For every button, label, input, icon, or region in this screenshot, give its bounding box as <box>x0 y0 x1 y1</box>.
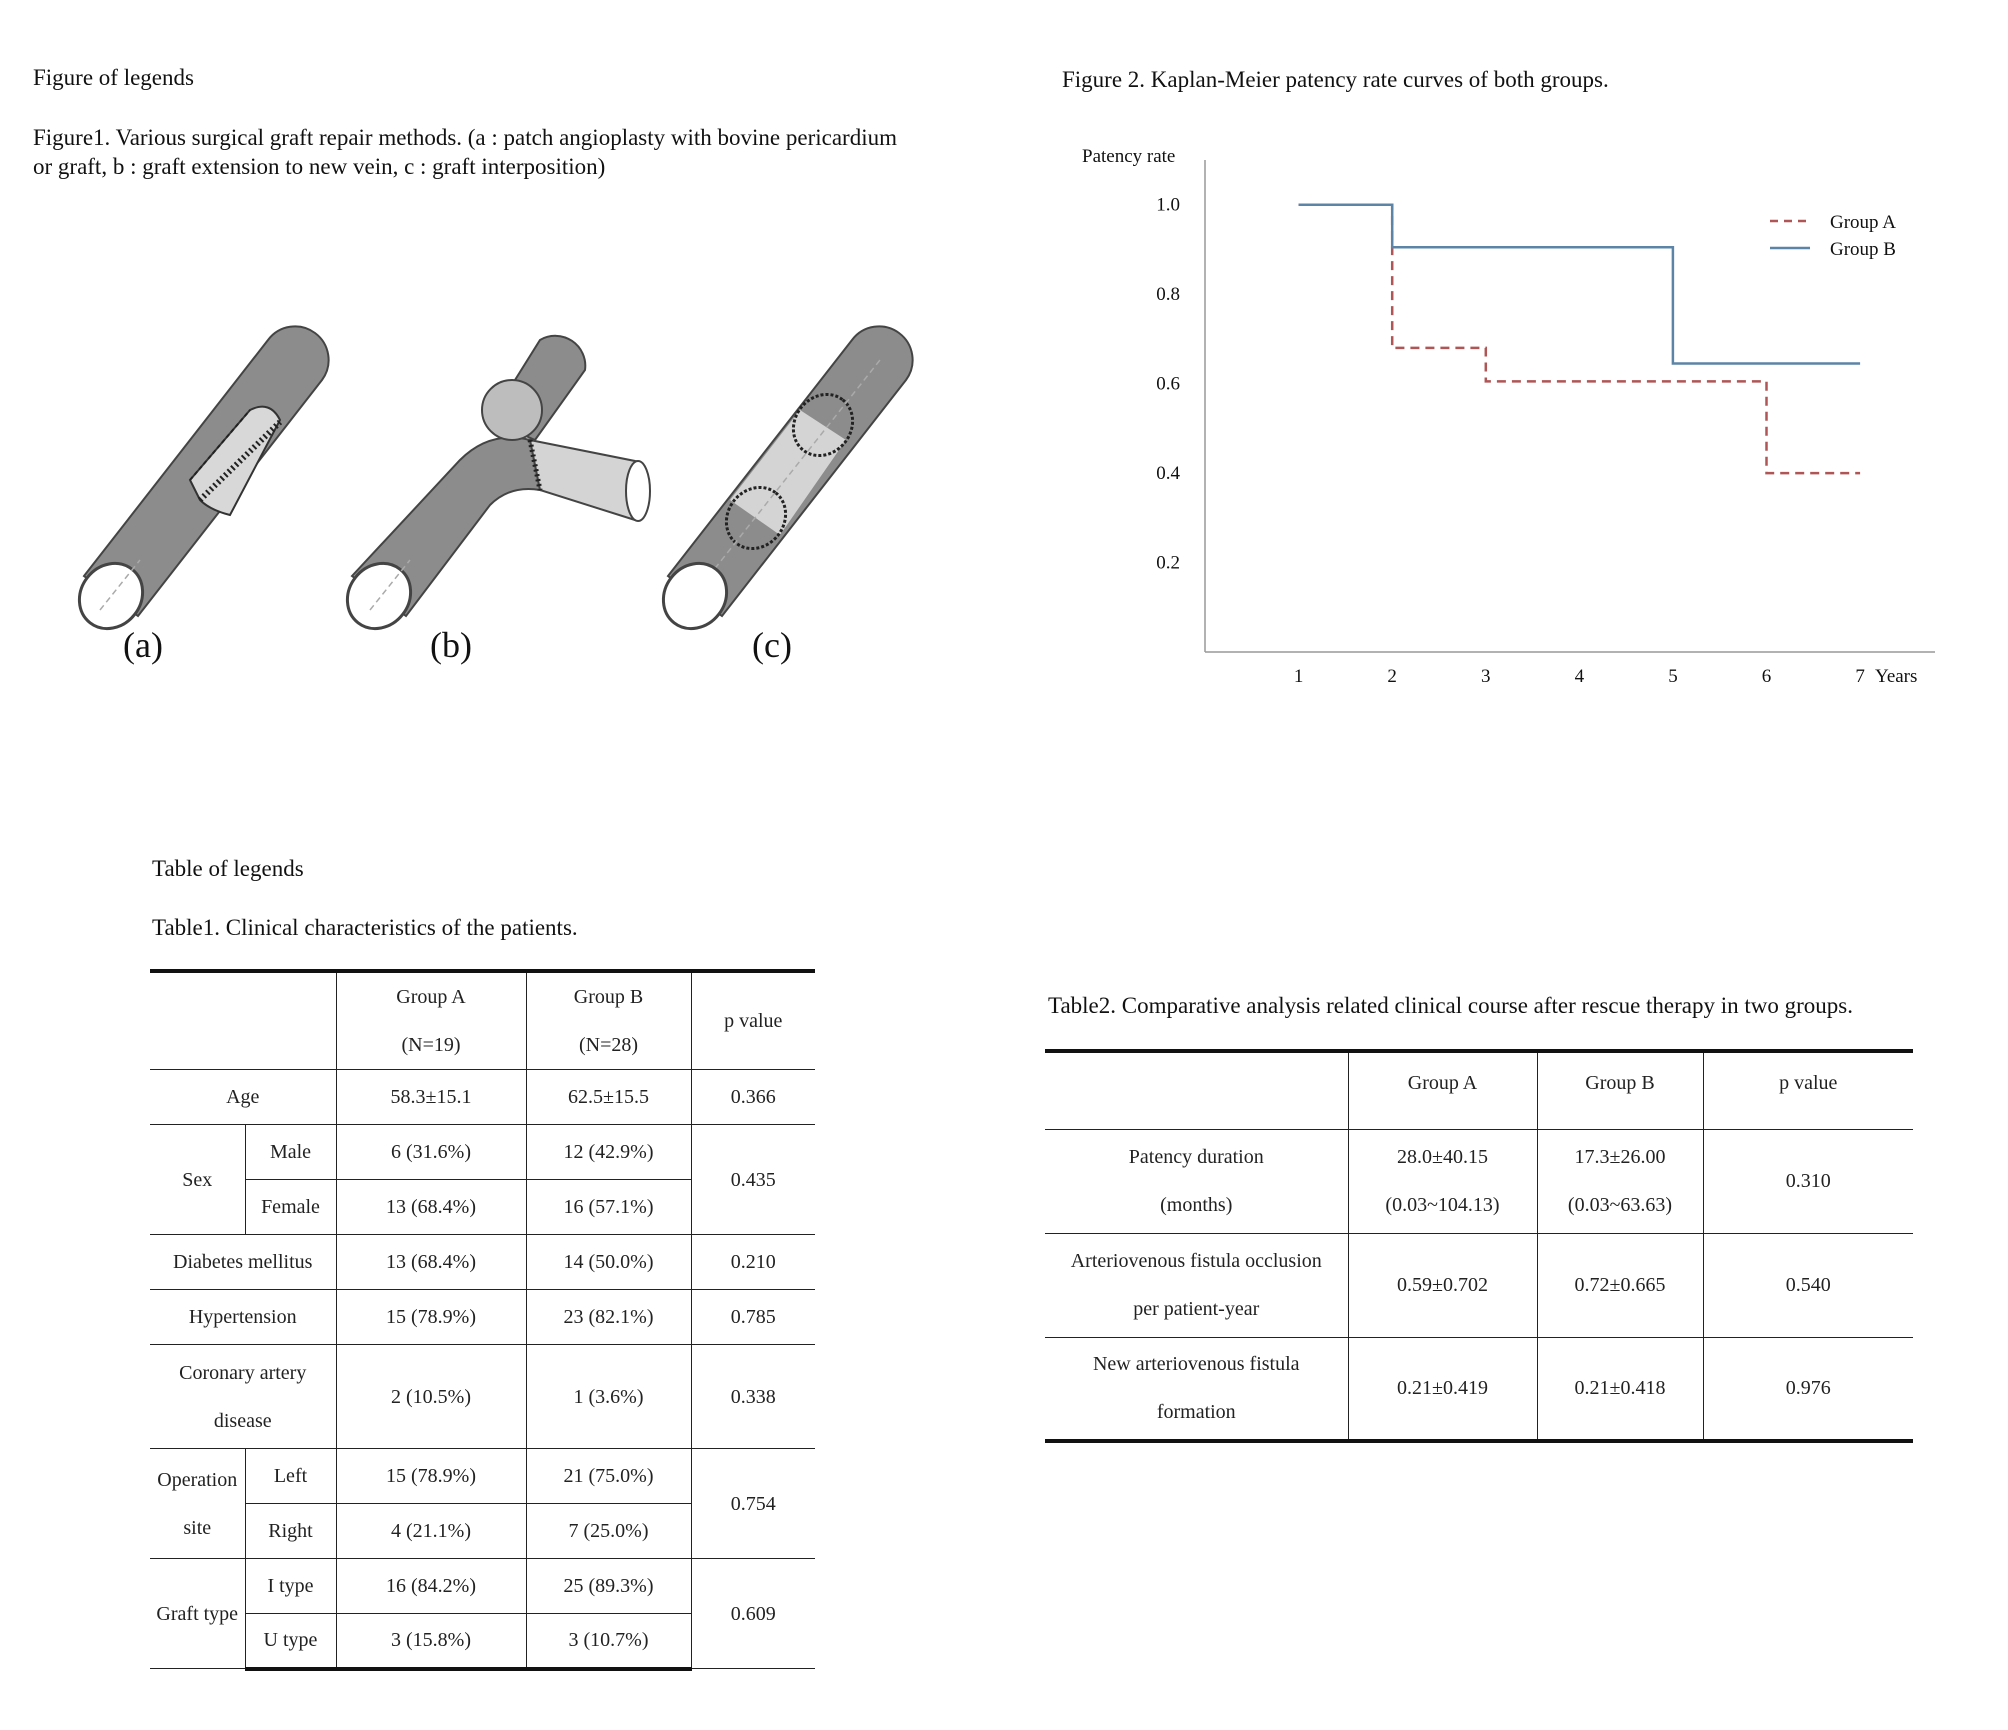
row-label-line2: site <box>183 1516 212 1539</box>
row-label: Sex <box>150 1125 245 1235</box>
cell-p-value: 0.754 <box>691 1449 815 1559</box>
table2 <box>1045 1049 1913 1443</box>
table-row <box>150 1449 815 1504</box>
group-b-label: Group B <box>573 986 644 1008</box>
figure1-caption <box>33 123 1013 181</box>
y-tick-label: 0.4 <box>1156 463 1180 485</box>
cell-group-a: 15 (78.9%) <box>336 1290 526 1345</box>
cell-group-a: 0.21±0.419 <box>1348 1337 1537 1441</box>
cell-group-b: 0.72±0.665 <box>1537 1233 1703 1337</box>
row-label: Graft type <box>150 1559 245 1669</box>
table-row <box>150 1070 815 1125</box>
cell-group-b: 1 (3.6%) <box>526 1345 691 1449</box>
y-axis-label: Patency rate <box>1082 146 1176 167</box>
panel-b-vessel <box>334 336 650 641</box>
x-tick-label: 4 <box>1574 666 1585 687</box>
cell-line1: 28.0±40.15 <box>1397 1146 1488 1168</box>
x-tick-label: 5 <box>1668 666 1678 687</box>
table-row <box>150 1559 815 1614</box>
y-tick-label: 1.0 <box>1156 194 1180 216</box>
row-sublabel: Female <box>245 1180 336 1235</box>
table1-caption: Table1. Clinical characteristics of the patients. <box>152 915 578 940</box>
row-label: Age <box>150 1070 336 1125</box>
cell-group-a: 0.59±0.702 <box>1348 1233 1537 1337</box>
table-row <box>150 1290 815 1345</box>
cell-line2: (0.03~63.63) <box>1567 1194 1673 1216</box>
cell-line2: (0.03~104.13) <box>1385 1194 1500 1216</box>
cell-p-value: 0.338 <box>691 1345 815 1449</box>
row-label <box>1045 1233 1348 1337</box>
cell-group-a: 13 (68.4%) <box>336 1235 526 1290</box>
panel-label-c: (c) <box>752 625 792 665</box>
row-label-line1: New arteriovenous fistula <box>1092 1353 1300 1376</box>
legend-label: Group B <box>1830 239 1896 260</box>
cell-line1: 17.3±26.00 <box>1574 1146 1666 1168</box>
table1 <box>150 969 815 1671</box>
table-row <box>150 1345 815 1449</box>
table1-header-group-b <box>526 971 691 1070</box>
cell-group-b: 16 (57.1%) <box>526 1180 691 1235</box>
figure1-illustrations <box>40 310 940 680</box>
table2-header-empty <box>1045 1051 1348 1129</box>
cell-group-a: 3 (15.8%) <box>336 1614 526 1669</box>
row-label: Hypertension <box>150 1290 336 1345</box>
table1-header-group-a <box>336 971 526 1070</box>
cell-group-a: 15 (78.9%) <box>336 1449 526 1504</box>
figure2-caption: Figure 2. Kaplan-Meier patency rate curves of both groups. <box>1062 67 1609 92</box>
row-label-line2: disease <box>213 1409 272 1432</box>
row-label-line2: (months) <box>1160 1194 1233 1216</box>
table1-header-p: p value <box>691 971 815 1070</box>
x-tick-label: 3 <box>1481 666 1491 687</box>
table1-header-row <box>150 971 815 1070</box>
table-row <box>150 1125 815 1180</box>
x-tick-label: 7 <box>1855 666 1865 687</box>
x-tick-label: 2 <box>1387 666 1397 687</box>
row-label-line1: Coronary artery <box>179 1361 307 1384</box>
cell-group-b: 7 (25.0%) <box>526 1504 691 1559</box>
cell-group-a: 6 (31.6%) <box>336 1125 526 1180</box>
table2-header-p: p value <box>1703 1051 1913 1129</box>
cell-group-b: 0.21±0.418 <box>1537 1337 1703 1441</box>
table2-caption: Table2. Comparative analysis related clinical course after rescue therapy in two groups. <box>1048 993 1853 1018</box>
row-label <box>1045 1129 1348 1233</box>
cell-p-value: 0.366 <box>691 1070 815 1125</box>
x-tick-label: 6 <box>1761 666 1772 687</box>
group-a-label: Group A <box>396 986 466 1008</box>
cell-p-value: 0.609 <box>691 1559 815 1669</box>
row-label-line2: per patient-year <box>1133 1298 1260 1320</box>
table2-header-group-b: Group B <box>1537 1051 1703 1129</box>
row-label: Diabetes mellitus <box>150 1235 336 1290</box>
cell-group-b: 14 (50.0%) <box>526 1235 691 1290</box>
cell-group-a <box>1348 1129 1537 1233</box>
figure1-caption-line2: or graft, b : graft extension to new vein, c : graft interposition) <box>33 154 606 179</box>
cell-group-b <box>1537 1129 1703 1233</box>
cell-p-value: 0.310 <box>1703 1129 1913 1233</box>
cell-group-b: 23 (82.1%) <box>526 1290 691 1345</box>
group-b-n: (N=28) <box>578 1034 639 1056</box>
row-label <box>150 1345 336 1449</box>
x-axis-label: Years <box>1875 666 1918 687</box>
row-sublabel: Male <box>245 1125 336 1180</box>
row-label <box>150 1449 245 1559</box>
cell-p-value: 0.976 <box>1703 1337 1913 1441</box>
cell-group-a: 16 (84.2%) <box>336 1559 526 1614</box>
y-tick-label: 0.2 <box>1156 552 1180 574</box>
row-label-line1: Arteriovenous fistula occlusion <box>1070 1250 1322 1272</box>
cell-p-value: 0.435 <box>691 1125 815 1235</box>
cell-group-a: 2 (10.5%) <box>336 1345 526 1449</box>
series-line-group-a <box>1299 205 1861 473</box>
y-tick-label: 0.8 <box>1156 284 1180 306</box>
table-row <box>1045 1129 1913 1233</box>
y-tick-label: 0.6 <box>1156 373 1180 395</box>
panel-label-b: (b) <box>430 625 472 665</box>
table-row <box>150 1235 815 1290</box>
row-sublabel: I type <box>245 1559 336 1614</box>
table-row <box>1045 1233 1913 1337</box>
row-sublabel: U type <box>245 1614 336 1669</box>
cell-group-b: 62.5±15.5 <box>526 1070 691 1125</box>
cell-group-b: 12 (42.9%) <box>526 1125 691 1180</box>
series-line-group-b <box>1299 205 1861 364</box>
legend-label: Group A <box>1830 212 1896 233</box>
cell-group-b: 21 (75.0%) <box>526 1449 691 1504</box>
table-legends-heading: Table of legends <box>152 856 304 881</box>
cell-p-value: 0.540 <box>1703 1233 1913 1337</box>
cell-group-a: 4 (21.1%) <box>336 1504 526 1559</box>
row-sublabel: Right <box>245 1504 336 1559</box>
row-label-line1: Operation <box>157 1468 238 1491</box>
row-label-line1: Patency duration <box>1128 1146 1264 1168</box>
panel-a-vessel <box>66 326 328 641</box>
figure1-caption-line1: Figure1. Various surgical graft repair methods. (a : patch angioplasty with bovine pericardium <box>33 125 897 150</box>
row-label-line2: formation <box>1156 1401 1236 1424</box>
panel-c-vessel <box>650 326 912 641</box>
kaplan-meier-chart <box>1060 130 1960 700</box>
figure-legends-heading: Figure of legends <box>33 65 194 90</box>
cell-p-value: 0.210 <box>691 1235 815 1290</box>
cell-group-b: 3 (10.7%) <box>526 1614 691 1669</box>
cell-group-b: 25 (89.3%) <box>526 1559 691 1614</box>
x-tick-label: 1 <box>1293 666 1304 687</box>
chart-legend <box>1770 212 1896 260</box>
table2-header-group-a: Group A <box>1348 1051 1537 1129</box>
cell-group-a: 58.3±15.1 <box>336 1070 526 1125</box>
table-row <box>1045 1337 1913 1441</box>
panel-label-a: (a) <box>123 625 163 665</box>
group-a-n: (N=19) <box>401 1034 461 1056</box>
cell-p-value: 0.785 <box>691 1290 815 1345</box>
table1-header-empty <box>150 971 336 1070</box>
row-sublabel: Left <box>245 1449 336 1504</box>
row-label <box>1045 1337 1348 1441</box>
cell-group-a: 13 (68.4%) <box>336 1180 526 1235</box>
table2-header-row <box>1045 1051 1913 1129</box>
